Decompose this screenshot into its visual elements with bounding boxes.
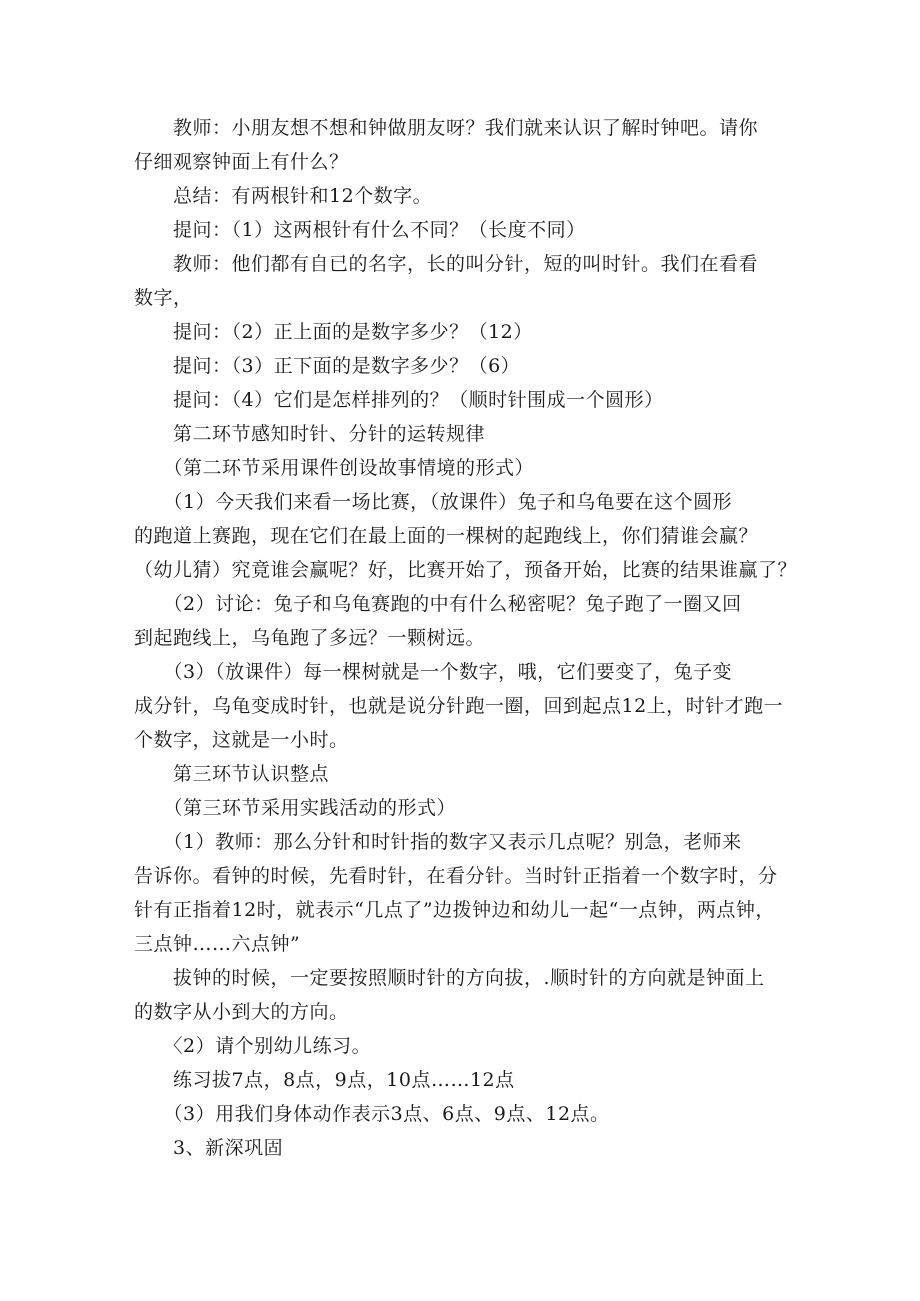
paragraph-line: 总结：有两根针和12个数字。	[134, 185, 433, 207]
paragraph-line: 提问：（3）正下面的是数字多少？（6）	[134, 355, 521, 377]
paragraph-line: 告诉你。看钟的时候，先看时针，在看分针。当时针正指着一个数字时，分	[134, 865, 778, 887]
paragraph-line: 提问：（4）它们是怎样排列的？（顺时针围成一个圆形）	[134, 389, 664, 411]
paragraph-line: （幼儿猜）究竟谁会赢呢？好，比赛开始了，预备开始，比赛的结果谁赢了？	[134, 559, 798, 581]
paragraph-line: 教师：他们都有自已的名字，长的叫分针，短的叫时针。我们在看看	[134, 253, 759, 275]
paragraph-line: 仔细观察钟面上有什么？	[134, 151, 349, 173]
paragraph-line: 〈2）请个别幼儿练习。	[134, 1035, 372, 1057]
paragraph-line: 三点钟……六点钟”	[134, 933, 301, 955]
paragraph-line: （1）教师：那么分针和时针指的数字又表示几点呢？别急，老师来	[134, 831, 742, 853]
paragraph-line: 到起跑线上，乌龟跑了多远？一颗树远。	[134, 627, 486, 649]
paragraph-line: （3）（放课件）每一棵树就是一个数字，哦，它们要变了，兔子变	[134, 661, 733, 683]
paragraph-line: 的跑道上赛跑，现在它们在最上面的一棵树的起跑线上，你们猜谁会赢？	[134, 525, 759, 547]
paragraph-line: 成分针，乌龟变成时针，也就是说分针跑一圈，回到起点12上，时针才跑一	[134, 695, 784, 717]
paragraph-line: （1）今天我们来看一场比赛，（放课件）兔子和乌龟要在这个圆形	[134, 491, 733, 513]
paragraph-line: 教师：小朋友想不想和钟做朋友呀？我们就来认识了解时钟吧。请你	[134, 117, 759, 139]
paragraph-line: （2）讨论：兔子和乌龟赛跑的中有什么秘密呢？兔子跑了一圈又回	[134, 593, 742, 615]
paragraph-line: 数字，	[134, 287, 193, 309]
paragraph-line: 拔钟的时候，一定要按照顺时针的方向拔，.顺时针的方向就是钟面上	[134, 967, 765, 989]
section-heading: 3、新深巩固	[134, 1137, 284, 1159]
paragraph-line: 针有正指着12时，就表示“几点了”边拨钟边和幼儿一起“一点钟，两点钟，	[134, 899, 775, 921]
paragraph-line: 提问：（1）这两根针有什么不同？（长度不同）	[134, 219, 586, 241]
paragraph-line: 个数字，这就是一小时。	[134, 729, 349, 751]
section-heading: 第三环节认识整点	[134, 763, 330, 785]
paragraph-line: 提问：（2）正上面的是数字多少？（12）	[134, 321, 533, 343]
section-heading: 第二环节感知时针、分针的运转规律	[134, 423, 486, 445]
paragraph-line: （3）用我们身体动作表示3点、6点、9点、12点。	[134, 1103, 610, 1125]
paragraph-line: （第三环节采用实践活动的形式）	[134, 797, 457, 819]
paragraph-line: （第二环节采用课件创设故事情境的形式）	[134, 457, 535, 479]
paragraph-line: 练习拔7点，8点，9点，10点……12点	[134, 1069, 515, 1091]
paragraph-line: 的数字从小到大的方向。	[134, 1001, 349, 1023]
